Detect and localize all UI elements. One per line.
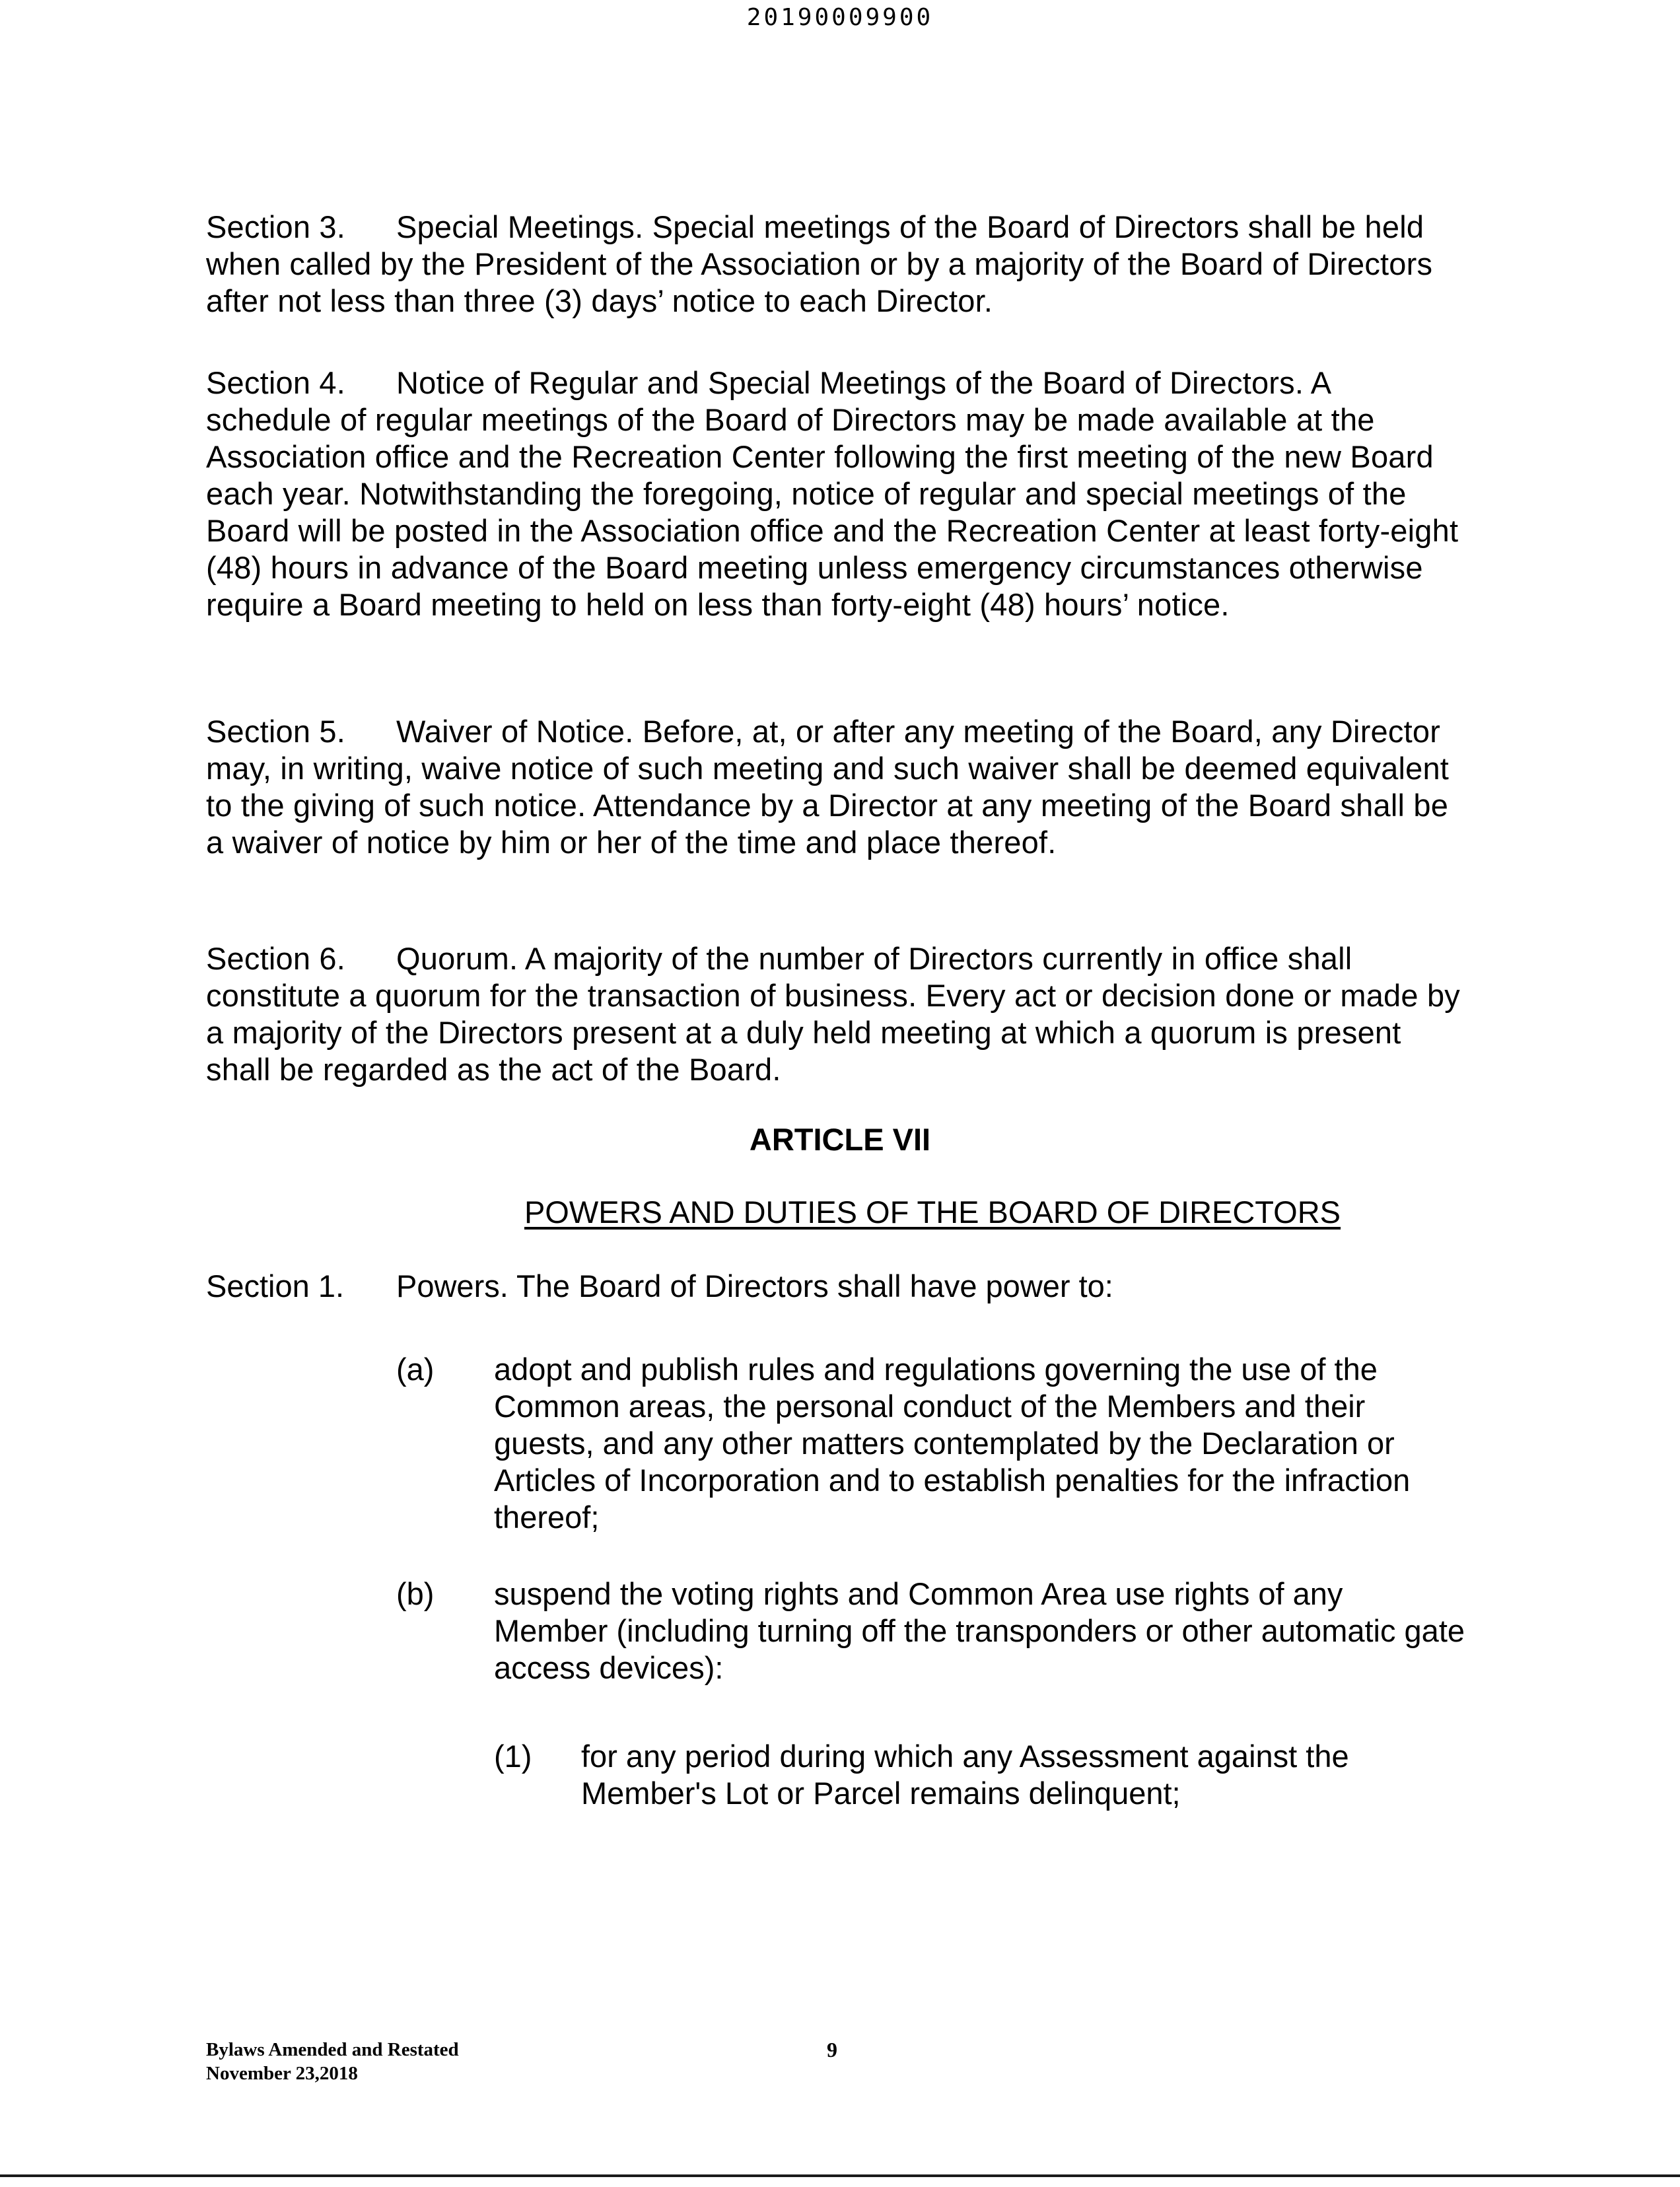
item-b-label: (b) — [396, 1576, 435, 1611]
section-1-label: Section 1. — [206, 1268, 345, 1303]
section-3-paragraph — [206, 209, 1461, 320]
item-a-text: adopt and publish rules and regulations governing the use of the Common areas, the personal conduct of the Members and their guests, and any other matters contemplated by the Declaration or Articles of Incorporation and to establish penalties for the infraction thereof; — [494, 1352, 1411, 1535]
section-5-paragraph — [206, 713, 1461, 861]
section-1-text: Powers. The Board of Directors shall have power to: — [396, 1268, 1113, 1303]
page-number: 9 — [827, 2038, 837, 2062]
section-4-paragraph — [206, 364, 1461, 623]
section-5-label: Section 5. — [206, 714, 346, 749]
item-b-text: suspend the voting rights and Common Area use rights of any Member (including turning off the transponders or other automatic gate access devices): — [494, 1576, 1465, 1685]
subitem-1-label: (1) — [494, 1739, 532, 1774]
footer-document-info — [206, 2038, 459, 2085]
item-a-label: (a) — [396, 1352, 435, 1387]
section-6-paragraph — [206, 940, 1461, 1088]
section-4-text: Notice of Regular and Special Meetings of the Board of Directors. A schedule of regular meetings of the Board of Directors may be made available at the Association office and the Recreation Center following the first meeting of the new Board each year. Notwithstanding the foregoing, notice of regular and special meetings of the Board will be posted in the Association office and the Recreation Center at least forty-eight (48) hours in advance of the Board meeting unless emergency circumstances otherwise require a Board meeting to held on less than forty-eight (48) hours’ notice. — [206, 365, 1459, 622]
section-3-text: Special Meetings. Special meetings of the Board of Directors shall be held when called by the President of the Association or by a majority of the Board of Directors after not less than three (3) days’ notice to each Director. — [206, 209, 1433, 318]
article-title-text: POWERS AND DUTIES OF THE BOARD OF DIRECTORS — [524, 1195, 1341, 1230]
footer-title: Bylaws Amended and Restated — [206, 2039, 459, 2060]
article-number: ARTICLE VII — [749, 1122, 931, 1157]
section-6-label: Section 6. — [206, 941, 346, 976]
document-number: 20190009900 — [746, 4, 934, 31]
article-title — [92, 1194, 1680, 1231]
subitem-1-text: for any period during which any Assessment against the Member's Lot or Parcel remains delinquent; — [581, 1739, 1349, 1811]
bottom-rule — [0, 2174, 1680, 2177]
footer-date: November 23,2018 — [206, 2063, 358, 2084]
section-6-text: Quorum. A majority of the number of Directors currently in office shall constitute a quorum for the transaction of business. Every act or decision done or made by a majority of the Directors present at a duly held meeting at which a quorum is present shall be regarded as the act of the Board. — [206, 941, 1461, 1087]
section-5-text: Waiver of Notice. Before, at, or after any meeting of the Board, any Director may, in writing, waive notice of such meeting and such waiver shall be deemed equivalent to the giving of such notice. Attendance by a Director at any meeting of the Board shall be a waiver of notice by him or her of the time and place thereof. — [206, 714, 1450, 860]
section-3-label: Section 3. — [206, 209, 346, 244]
section-4-label: Section 4. — [206, 365, 346, 400]
